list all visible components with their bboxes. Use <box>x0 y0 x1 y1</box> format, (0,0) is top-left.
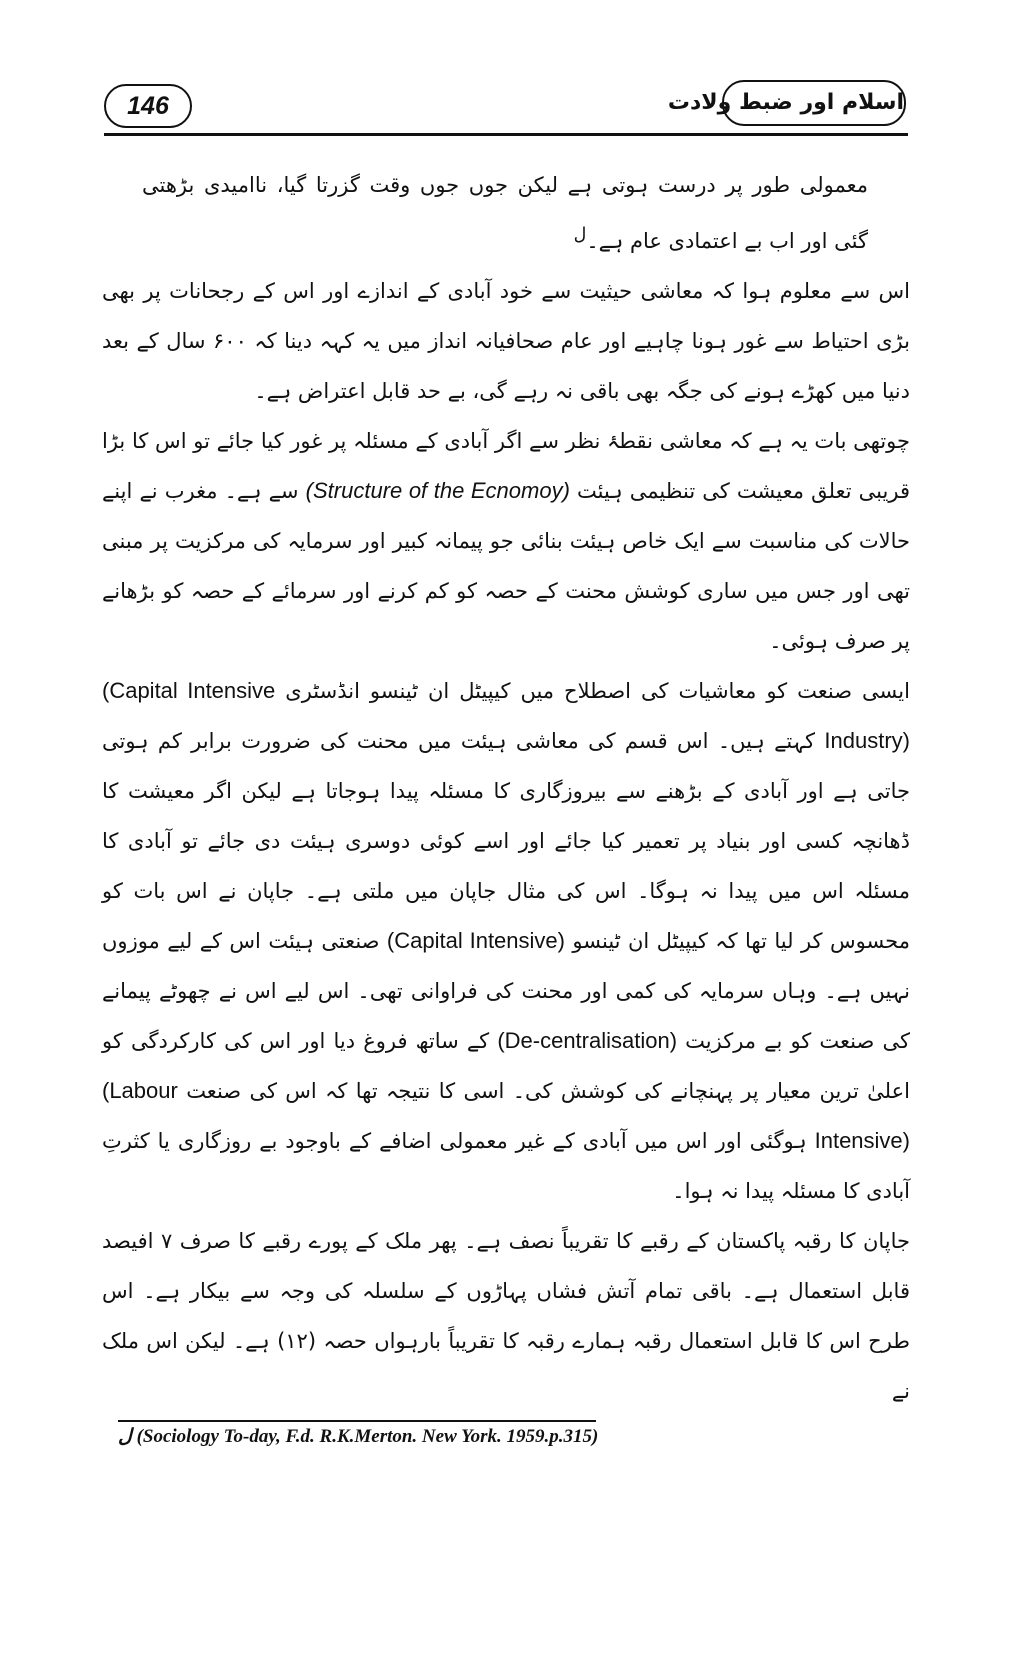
paragraph-4 <box>102 1216 910 1416</box>
paragraph-3-text-a: ایسی صنعت کو معاشیات کی اصطلاح میں کیپیٹل ان ٹینسو انڈسٹری <box>285 679 910 703</box>
footnote-text: (Sociology To-day, F.d. R.K.Merton. New York. 1959.p.315) <box>136 1426 599 1447</box>
english-term-capital-intensive-industry: (Capital Intensive Industry) <box>102 678 910 753</box>
footnote-divider <box>118 1420 596 1422</box>
page-body <box>102 160 910 1416</box>
paragraph-2-text-b: سے ہے۔ مغرب نے اپنے حالات کی مناسبت سے ایک خاص ہیئت بنائی جو پیمانہ کبیر اور سرمایہ کی مرکزیت پر مبنی تھی اور جس میں ساری کوشش محنت کے حصہ کو کم کرنے اور سرمائے کے حصہ کو بڑھانے پر صرف ہوئی۔ <box>102 479 910 653</box>
english-term-structure-of-economy: (Structure of the Ecnomoy) <box>305 478 570 503</box>
paragraph-1 <box>102 266 910 416</box>
paragraph-1-text: اس سے معلوم ہوا کہ معاشی حیثیت سے خود آبادی کے اندازے اور اس کے رجحانات پر بھی بڑی احتیاط سے غور ہونا چاہیے اور عام صحافیانہ انداز میں یہ کہہ دینا کہ ۶۰۰ سال کے بعد دنیا میں کھڑے ہونے کی جگہ بھی باقی نہ رہے گی، بے حد قابل اعتراض ہے۔ <box>102 279 910 403</box>
paragraph-3-text-e: ہوگئی اور اس میں آبادی کے غیر معمولی اضافے کے باوجود بے روزگاری یا کثرتِ آبادی کا مسئلہ پیدا نہ ہوا۔ <box>102 1129 910 1203</box>
paragraph-2-text-a: چوتھی بات یہ ہے کہ معاشی نقطۂ نظر سے اگر آبادی کے مسئلہ پر غور کیا جائے تو اس کا بڑا قریبی تعلق معیشت کی تنظیمی ہیئت <box>102 429 910 503</box>
english-term-decentralisation: (De-centralisation) <box>497 1028 678 1053</box>
english-term-labour-intensive: (Labour Intensive) <box>102 1078 910 1153</box>
header-divider <box>104 133 908 136</box>
page-number: 146 <box>104 84 192 128</box>
paragraph-3 <box>102 666 910 1216</box>
footnote <box>118 1424 638 1450</box>
paragraph-3-text-c: صنعتی ہیئت اس کے لیے موزوں نہیں ہے۔ وہاں سرمایہ کی کمی اور محنت کی فراوانی تھی۔ اس لیے اس نے چھوٹے پیمانے کی صنعت کو بے مرکزیت <box>102 929 910 1053</box>
footnote-marker: ل <box>118 1426 132 1447</box>
page-header <box>104 80 908 138</box>
quote-text: معمولی طور پر درست ہوتی ہے لیکن جوں جوں وقت گزرتا گیا، ناامیدی بڑھتی گئی اور اب بے اعتمادی عام ہے۔ <box>142 173 868 253</box>
book-title: اسلام اور ضبط ولادت <box>722 80 906 126</box>
quote-footnote-marker: ل <box>573 225 587 245</box>
english-term-capital-intensive: (Capital Intensive) <box>386 928 565 953</box>
paragraph-3-text-d: کے ساتھ فروغ دیا اور اس کی کارکردگی کو اعلیٰ ترین معیار پر پہنچانے کی کوشش کی۔ اسی کا نتیجہ تھا کہ اس کی صنعت <box>102 1029 910 1103</box>
paragraph-3-text-b: کہتے ہیں۔ اس قسم کی معاشی ہیئت میں محنت کی ضرورت برابر کم ہوتی جاتی ہے اور آبادی کے بڑھنے سے بیروزگاری کا مسئلہ پیدا ہوجاتا ہے لیکن اگر معیشت کا ڈھانچہ کسی اور بنیاد پر تعمیر کیا جائے اور اسے کوئی دوسری ہیئت دی جائے تو آبادی کا مسئلہ اس میں پیدا نہ ہوگا۔ اس کی مثال جاپان میں ملتی ہے۔ جاپان نے اس بات کو محسوس کر لیا تھا کہ کیپیٹل ان ٹینسو <box>102 729 910 953</box>
paragraph-2 <box>102 416 910 666</box>
quote-paragraph <box>142 160 868 266</box>
paragraph-4-text: جاپان کا رقبہ پاکستان کے رقبے کا تقریباً نصف ہے۔ پھر ملک کے پورے رقبے کا صرف ۷ افیصد قابل استعمال ہے۔ باقی تمام آتش فشاں پہاڑوں کے سلسلہ کی وجہ سے بیکار ہے۔ اس طرح اس کا قابل استعمال رقبہ ہمارے رقبہ کا تقریباً بارہواں حصہ (۱۲) ہے۔ لیکن اس ملک نے <box>102 1229 910 1403</box>
